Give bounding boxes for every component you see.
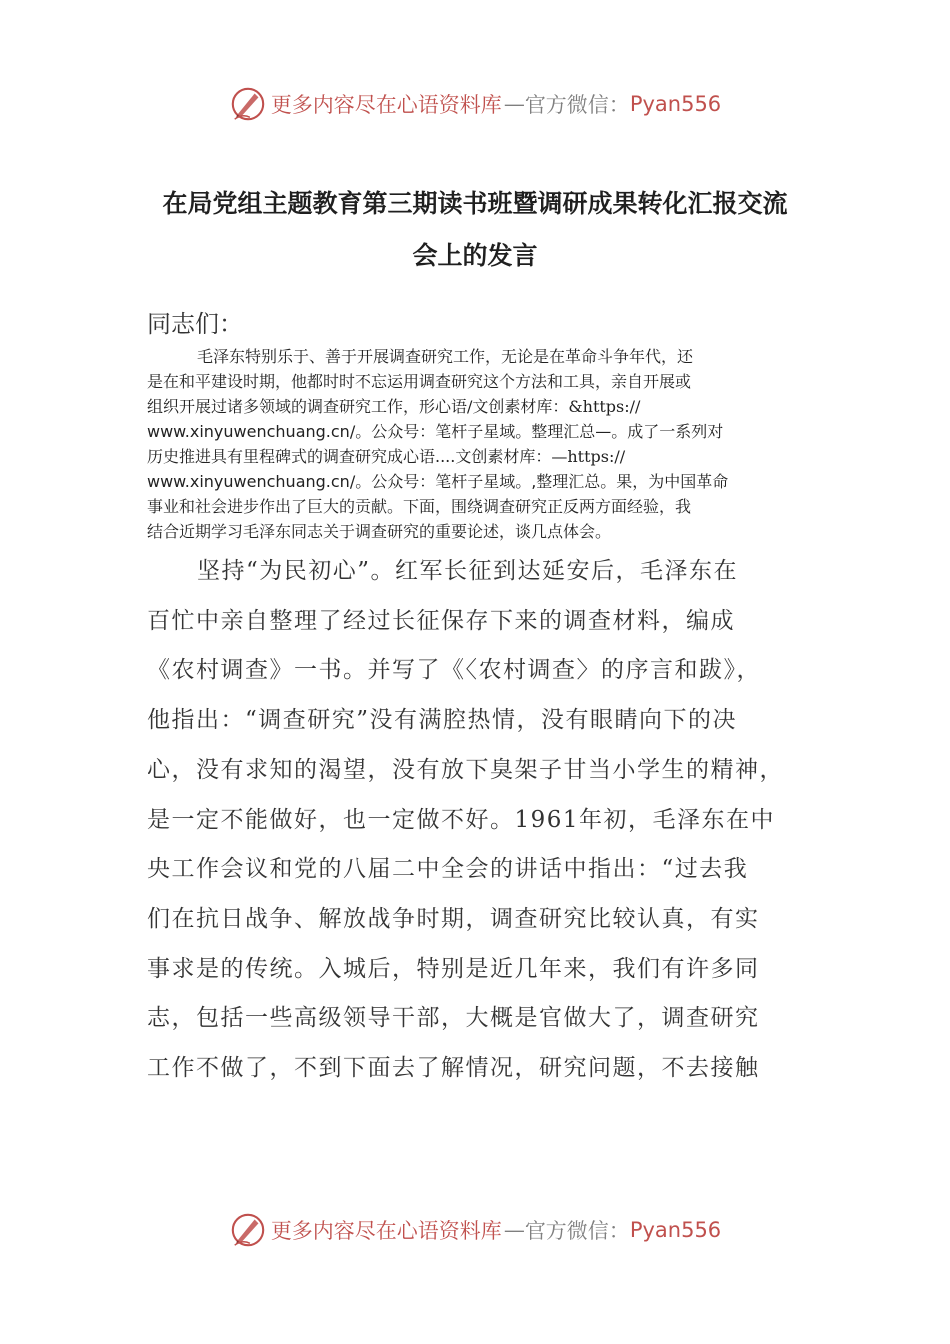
banner-title: 更多内容尽在心语资料库	[270, 1219, 502, 1243]
title-line: 在局党组主题教育第三期读书班暨调研成果转化汇报交流	[162, 189, 788, 218]
intro-line: 结合近期学习毛泽东同志关于调查研究的重要论述，谈几点体会。	[147, 522, 612, 541]
intro-line: www.xinyuwenchuang.cn/。公众号：笔杆子星域。,整理汇总。果，为中国革命	[147, 472, 729, 491]
title-line: 会上的发言	[412, 241, 538, 270]
intro-line: 组织开展过诸多领域的调查研究工作，形心语/文创素材库：&https://	[147, 397, 641, 416]
salutation: 同志们：	[147, 310, 243, 338]
intro-line: 毛泽东特别乐于、善于开展调查研究工作，无论是在革命斗争年代，还	[197, 347, 694, 366]
intro-line: 事业和社会进步作出了巨大的贡献。下面，围绕调查研究正反两方面经验，我	[147, 497, 692, 516]
banner-separator: —	[503, 1218, 525, 1242]
body-line: 们在抗日战争、解放战争时期，调查研究比较认真，有实	[147, 905, 760, 932]
body-line: 《农村调查》一书。并写了《〈农村调查〉的序言和跋》，	[147, 657, 761, 684]
body-line: 事求是的传统。入城后，特别是近几年来，我们有许多同	[147, 955, 760, 982]
body-paragraph	[147, 547, 807, 1094]
pen-logo-icon	[229, 85, 267, 123]
body-line: 百忙中亲自整理了经过长征保存下来的调查材料，编成	[147, 607, 735, 634]
banner-label: 官方微信：	[524, 1219, 630, 1243]
header-banner	[0, 84, 950, 124]
body-line: 央工作会议和党的八届二中全会的讲话中指出：“过去我	[147, 856, 749, 883]
body-line: 他指出：“调查研究”没有满腔热情，没有眼睛向下的决	[147, 707, 738, 734]
body-line: 志，包括一些高级领导干部，大概是官做大了，调查研究	[147, 1005, 760, 1032]
banner-label: 官方微信：	[524, 93, 630, 117]
banner-separator: —	[503, 92, 525, 116]
intro-paragraph	[147, 344, 807, 544]
banner-title: 更多内容尽在心语资料库	[270, 93, 502, 117]
pen-logo-icon	[229, 1211, 267, 1249]
body-line: 坚持“为民初心”。红军长征到达延安后，毛泽东在	[197, 558, 739, 584]
intro-line: www.xinyuwenchuang.cn/。公众号：笔杆子星域。整理汇总—。成了一系列对	[147, 422, 724, 441]
footer-banner	[0, 1210, 950, 1250]
body-line: 是一定不能做好，也一定做不好。1961年初，毛泽东在中	[147, 806, 776, 833]
document-title	[140, 178, 810, 282]
body-line: 心，没有求知的渴望，没有放下臭架子甘当小学生的精神，	[147, 756, 784, 783]
banner-wechat-id: Pyan556	[629, 1218, 722, 1242]
intro-line: 历史推进具有里程碑式的调查研究成心语....文创素材库：—https://	[147, 447, 626, 466]
intro-line: 是在和平建设时期，他都时时不忘运用调查研究这个方法和工具，亲自开展或	[147, 372, 692, 391]
banner-wechat-id: Pyan556	[629, 92, 722, 116]
body-line: 工作不做了，不到下面去了解情况，研究问题，不去接触	[147, 1055, 760, 1082]
